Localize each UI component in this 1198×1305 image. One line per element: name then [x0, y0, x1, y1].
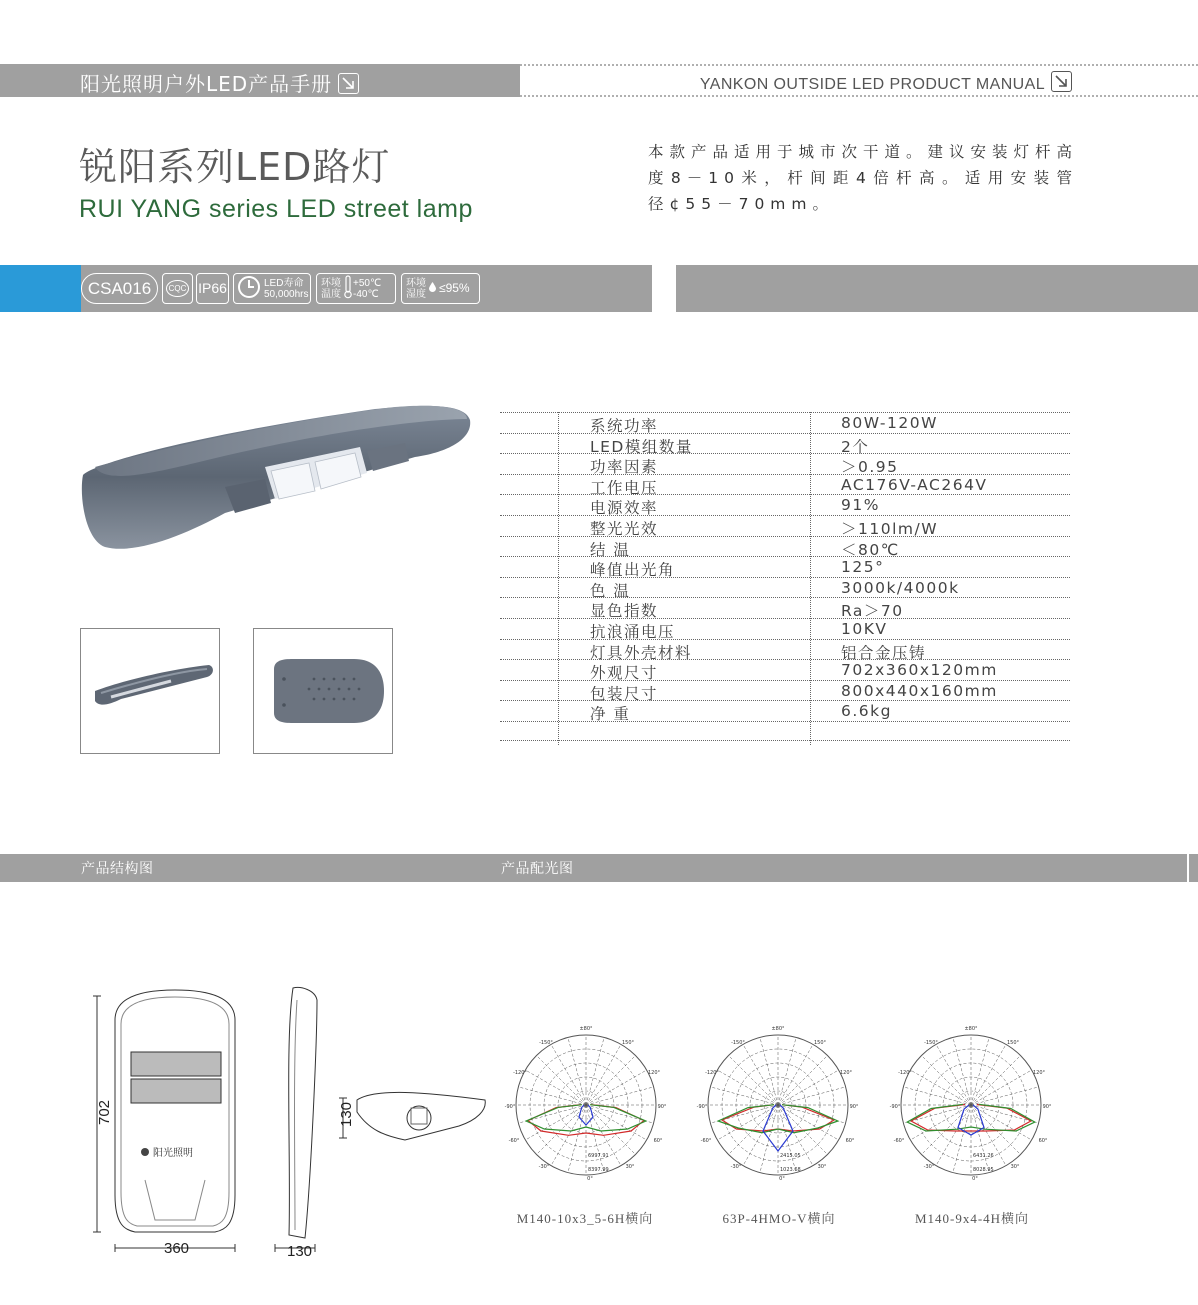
- polar-spoke: [936, 1044, 971, 1105]
- spec-value: ＞110lm/W: [841, 519, 939, 538]
- spec-row: [500, 494, 1070, 518]
- spec-row: [500, 453, 1070, 477]
- dim-side-height: 130: [287, 1243, 313, 1260]
- spec-row: [500, 680, 1070, 701]
- polar-spoke: [586, 1070, 647, 1105]
- product-photo: [75, 395, 475, 565]
- polar-angle-label: 30°: [817, 1164, 827, 1170]
- polar-spoke: [936, 1105, 971, 1166]
- spec-table: [500, 412, 1070, 741]
- spec-name: 显色指数: [590, 602, 659, 621]
- polar-angle-label: -120°: [898, 1070, 912, 1076]
- polar-spoke: [910, 1105, 971, 1140]
- polar-spoke: [743, 1044, 778, 1105]
- product-title-cn: 锐阳系列LED路灯: [79, 145, 391, 189]
- thumbnail-side-view[interactable]: [80, 628, 220, 754]
- polar-angle-label: 90°: [657, 1104, 667, 1110]
- temp-label-1: 环境: [321, 277, 341, 289]
- temp-label-2: 温度: [321, 288, 341, 300]
- polar-spoke: [586, 1044, 621, 1105]
- spec-value: Ra＞70: [841, 602, 904, 621]
- polar-angle-label: -60°: [893, 1138, 905, 1144]
- polar-angle-label: -30°: [730, 1164, 742, 1170]
- polar-spoke: [710, 1087, 778, 1105]
- header-left-bar: [0, 64, 520, 97]
- polar-angle-label: -150°: [731, 1040, 745, 1046]
- section-band: [0, 854, 1187, 882]
- polar-spoke: [910, 1070, 971, 1105]
- spec-value: 铝合金压铸: [841, 643, 927, 662]
- spec-row: [500, 474, 1070, 495]
- polar-chart-1: [506, 1020, 666, 1185]
- spec-name: 电源效率: [590, 499, 659, 518]
- polar-spoke: [537, 1056, 586, 1105]
- spec-row: [500, 515, 1070, 536]
- polar-spoke: [743, 1105, 778, 1166]
- dim-width: 360: [164, 1240, 190, 1257]
- spec-name: 抗浪涌电压: [590, 622, 676, 641]
- polar-spoke: [518, 1087, 586, 1105]
- polar-spoke: [778, 1037, 796, 1105]
- polar-angle-label: -30°: [923, 1164, 935, 1170]
- spec-name: 灯具外壳材料: [590, 643, 693, 662]
- polar-spoke: [778, 1070, 839, 1105]
- band-accent: [0, 265, 81, 312]
- spec-name: 结 温: [590, 540, 631, 559]
- polar-value-label: 8397.99: [588, 1167, 609, 1173]
- polar-value-label: 8028.95: [973, 1167, 994, 1173]
- polar-spoke: [971, 1044, 1006, 1105]
- polar-spoke: [551, 1044, 586, 1105]
- section-structure-label: 产品结构图: [81, 861, 154, 877]
- spec-row: [500, 659, 1070, 683]
- polar-angle-label: -30°: [538, 1164, 550, 1170]
- spec-row: [500, 536, 1070, 557]
- temperature-badge: [316, 273, 396, 304]
- spec-row: [500, 412, 1070, 433]
- polar-angle-label: 30°: [625, 1164, 635, 1170]
- polar-angle-label: 120°: [647, 1070, 661, 1076]
- polar-angle-label: -90°: [696, 1104, 708, 1110]
- polar-spoke: [778, 1056, 827, 1105]
- spec-row: [500, 618, 1070, 639]
- spec-row: [500, 597, 1070, 621]
- hum-label-2: 湿度: [406, 288, 426, 300]
- section-band-end: [1189, 854, 1198, 882]
- polar-angle-label: 0°: [587, 1176, 593, 1182]
- polar-angle-label: -60°: [700, 1138, 712, 1144]
- polar-angle-label: -90°: [889, 1104, 901, 1110]
- polar-spoke: [971, 1087, 1039, 1105]
- polar-spoke: [717, 1070, 778, 1105]
- manual-title-cn: 阳光照明户外LED产品手册: [80, 72, 333, 96]
- arrow-down-right-icon: [338, 73, 359, 94]
- spec-value: 3000k/4000k: [841, 578, 960, 597]
- polar-angle-label: -120°: [705, 1070, 719, 1076]
- spec-row: [500, 700, 1070, 724]
- side-view-image: [81, 629, 219, 753]
- polar-angle-label: 60°: [845, 1138, 855, 1144]
- polar-angle-label: 0°: [972, 1176, 978, 1182]
- polar-value-label: 6997.91: [588, 1153, 609, 1159]
- polar-angle-label: 60°: [653, 1138, 663, 1144]
- polar-spoke: [971, 1105, 1032, 1140]
- spec-row-empty: [500, 721, 1070, 741]
- spec-name: 色 温: [590, 581, 631, 600]
- logo-text: 阳光照明: [153, 1148, 193, 1159]
- spec-value: AC176V-AC264V: [841, 475, 988, 494]
- hum-label-1: 环境: [406, 277, 426, 289]
- polar-angle-label: 150°: [813, 1040, 827, 1046]
- spec-row: [500, 433, 1070, 454]
- section-light-label: 产品配光图: [501, 861, 574, 877]
- spec-value: 800x440x160mm: [841, 681, 998, 700]
- spec-name: 系统功率: [590, 417, 659, 435]
- polar-spoke: [778, 1087, 846, 1105]
- spec-name: LED模组数量: [590, 437, 693, 456]
- humidity-badge: [401, 273, 480, 304]
- polar-angle-label: -120°: [513, 1070, 527, 1076]
- ip-rating-badge: IP66: [196, 273, 229, 304]
- spec-value: 2个: [841, 437, 870, 456]
- polar-angle-label: ±80°: [771, 1026, 785, 1032]
- polar-angle-label: 0°: [779, 1176, 785, 1182]
- ccc-badge: [162, 273, 193, 304]
- clock-icon: [237, 275, 261, 302]
- polar-chart-3: [891, 1020, 1051, 1185]
- polar-spoke: [586, 1056, 635, 1105]
- polar-angle-label: 120°: [1032, 1070, 1046, 1076]
- product-description: 本款产品适用于城市次干道。建议安装灯杆高度8－10米，杆间距4倍杆高。适用安装管径¢55－70mm。: [648, 143, 1079, 213]
- spec-value: ＞0.95: [841, 458, 899, 477]
- manual-title-en: YANKON OUTSIDE LED PRODUCT MANUAL: [699, 76, 1045, 93]
- header-right-bar: [520, 64, 1198, 97]
- spec-value: 6.6kg: [841, 702, 892, 721]
- polar-spoke: [971, 1070, 1032, 1105]
- polar-value-label: 2415.05: [780, 1153, 801, 1159]
- polar-angle-label: 60°: [1038, 1138, 1048, 1144]
- led-life-label: LED寿命: [264, 277, 304, 289]
- polar-spoke: [586, 1037, 604, 1105]
- thermometer-icon: [344, 275, 352, 302]
- temp-low: -40℃: [353, 288, 379, 300]
- polar-angle-label: 150°: [1006, 1040, 1020, 1046]
- spec-row: [500, 577, 1070, 598]
- dim-front-height: 130: [338, 1101, 356, 1128]
- water-drop-icon: [429, 282, 436, 295]
- polar-angle-label: -60°: [508, 1138, 520, 1144]
- spec-name: 工作电压: [590, 478, 659, 497]
- polar-angle-label: 90°: [1042, 1104, 1052, 1110]
- led-life-value: 50,000hrs: [264, 288, 309, 300]
- band-right: [676, 265, 1198, 312]
- polar-spoke: [586, 1105, 604, 1173]
- structure-drawing: [85, 980, 495, 1260]
- spec-value: 125°: [841, 558, 885, 577]
- spec-value: 702x360x120mm: [841, 661, 998, 680]
- polar-angle-label: 120°: [839, 1070, 853, 1076]
- polar-angle-label: 90°: [849, 1104, 859, 1110]
- top-view-image: [254, 629, 392, 753]
- polar-spoke: [568, 1037, 586, 1105]
- polar-spoke: [729, 1056, 778, 1105]
- polar-spoke: [760, 1037, 778, 1105]
- polar-angle-label: -150°: [924, 1040, 938, 1046]
- polar-spoke: [953, 1037, 971, 1105]
- polar-spoke: [586, 1087, 654, 1105]
- polar-spoke: [778, 1044, 813, 1105]
- polar-angle-label: -150°: [539, 1040, 553, 1046]
- spec-name: 峰值出光角: [590, 561, 676, 580]
- spec-value: ＜80℃: [841, 540, 900, 559]
- polar-value-label: 1023.68: [780, 1167, 801, 1173]
- polar-spoke: [903, 1087, 971, 1105]
- polar-spoke: [971, 1056, 1020, 1105]
- ccc-logo: CQC: [166, 280, 190, 297]
- polar-value-label: 6431.26: [973, 1153, 994, 1159]
- spec-name: 功率因素: [590, 458, 659, 477]
- text-logo: [141, 1146, 193, 1159]
- temp-high: +50℃: [353, 277, 382, 289]
- spec-name: 包装尺寸: [590, 684, 659, 703]
- spec-name: 净 重: [590, 705, 631, 724]
- spec-row: [500, 639, 1070, 660]
- polar-angle-label: 30°: [1010, 1164, 1020, 1170]
- csa-badge: CSA016: [81, 273, 158, 304]
- header-left-title-wrap: [80, 68, 359, 97]
- polar-caption-3: M140-9x4-4H横向: [914, 1211, 1030, 1226]
- thumbnail-top-view[interactable]: [253, 628, 393, 754]
- spec-name: 整光光效: [590, 519, 659, 538]
- polar-spoke: [971, 1037, 989, 1105]
- polar-angle-label: 150°: [621, 1040, 635, 1046]
- spec-row: [500, 556, 1070, 580]
- polar-caption-2: 63P-4HMO-V横向: [722, 1211, 836, 1226]
- polar-chart-2: [698, 1020, 858, 1185]
- spec-value: 80W-120W: [841, 414, 938, 432]
- dim-length: 702: [96, 1099, 114, 1126]
- spec-value: 91%: [841, 496, 880, 515]
- polar-caption-1: M140-10x3_5-6H横向: [516, 1211, 654, 1226]
- spec-name: 外观尺寸: [590, 664, 659, 683]
- polar-spoke: [525, 1070, 586, 1105]
- product-title-en: RUI YANG series LED street lamp: [79, 195, 473, 223]
- hum-value: ≤95%: [439, 281, 470, 295]
- polar-angle-label: ±80°: [579, 1026, 593, 1032]
- header-right-title-wrap: [700, 71, 1072, 94]
- polar-angle-label: ±80°: [964, 1026, 978, 1032]
- polar-spoke: [922, 1056, 971, 1105]
- arrow-down-right-icon: [1051, 71, 1072, 92]
- spec-value: 10KV: [841, 619, 888, 638]
- polar-spoke: [568, 1105, 586, 1173]
- polar-angle-label: -90°: [504, 1104, 516, 1110]
- led-life-badge: [233, 273, 311, 304]
